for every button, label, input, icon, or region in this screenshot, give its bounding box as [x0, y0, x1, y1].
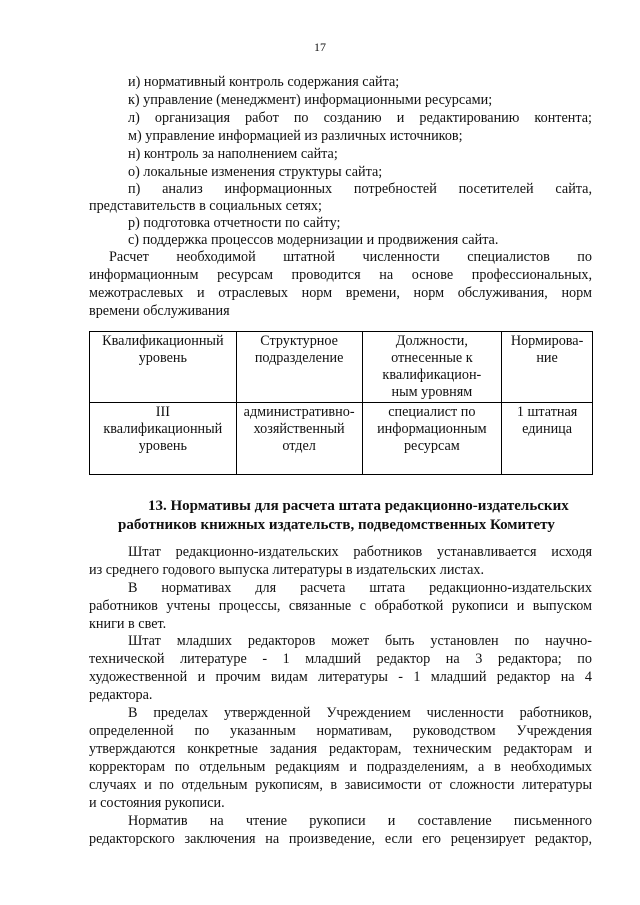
list-item: представительств в социальных сетях;: [89, 198, 322, 214]
list-item: м) управление информацией из различных источников;: [128, 128, 463, 144]
list-item: о) локальные изменения структуры сайта;: [128, 164, 383, 180]
paragraph-line: времени обслуживания: [89, 303, 230, 319]
paragraph-line: Норматив на чтение рукописи и составление письменного: [128, 813, 592, 829]
paragraph-line: и состояния рукописи.: [89, 795, 225, 811]
list-item: п) анализ информационных потребностей посетителей сайта,: [128, 181, 592, 197]
page-number: 17: [314, 40, 326, 54]
paragraph-line: определенной по указанным нормативам, руководством Учреждения: [89, 723, 592, 739]
paragraph-line: Штат редакционно-издательских работников устанавливается исходя: [128, 544, 592, 560]
paragraph-line: Штат младших редакторов может быть установлен по научно-: [128, 633, 592, 649]
list-item: л) организация работ по созданию и редактированию контента;: [128, 110, 592, 126]
list-item: и) нормативный контроль содержания сайта;: [128, 74, 400, 90]
paragraph-line: из среднего годового выпуска литературы в издательских листах.: [89, 562, 485, 578]
paragraph-line: редактора.: [89, 687, 153, 703]
table-cell: III квалификационный уровень: [90, 403, 237, 475]
paragraph-line: информационным ресурсам проводится на основе профессиональных,: [89, 267, 592, 283]
paragraph-line: работников учтены процессы, связанные с обработкой рукописи и выпуском: [89, 598, 592, 614]
paragraph-line: редакторского заключения на произведение, если его рецензирует редактор,: [89, 831, 592, 847]
table-cell: 1 штатная единица: [502, 403, 593, 475]
list-item: с) поддержка процессов модернизации и продвижения сайта.: [128, 232, 499, 248]
paragraph-line: художественной и прочим видам литературы - 1 младший редактор на 4: [89, 669, 592, 685]
list-item: н) контроль за наполнением сайта;: [128, 146, 338, 162]
table-header-cell: Должности, отнесенные к квалификацион- ным уровням: [362, 332, 502, 403]
paragraph-line: случаях и по отдельным рукописям, в зависимости от сложности литературы: [89, 777, 592, 793]
paragraph-line: технической литературе - 1 младший редактор на 3 редактора; по: [89, 651, 592, 667]
table-header-cell: Квалификационный уровень: [90, 332, 237, 403]
paragraph-line: В пределах утвержденной Учреждением численности работников,: [128, 705, 592, 721]
paragraph-line: Расчет необходимой штатной численности специалистов по: [109, 249, 592, 265]
table-cell: административно- хозяйственный отдел: [236, 403, 362, 475]
paragraph-line: В нормативах для расчета штата редакционно-издательских: [128, 580, 592, 596]
section-heading: 13. Нормативы для расчета штата редакционно-издательских: [148, 498, 569, 514]
section-heading: работников книжных издательств, подведомственных Комитету: [118, 517, 555, 533]
table-cell: специалист по информационным ресурсам: [362, 403, 502, 475]
paragraph-line: межотраслевых и отраслевых норм времени, норм обслуживания, норм: [89, 285, 592, 301]
list-item: р) подготовка отчетности по сайту;: [128, 215, 341, 231]
paragraph-line: книги в свет.: [89, 616, 167, 632]
table-header-row: [90, 332, 593, 403]
table-header-cell: Нормирова- ние: [502, 332, 593, 403]
paragraph-line: утверждаются конкретные задания редакторам, техническим редакторам и: [89, 741, 592, 757]
paragraph-line: корректорам по отдельным редакциям и подразделениям, а в необходимых: [89, 759, 592, 775]
table-row: [90, 403, 593, 475]
list-item: к) управление (менеджмент) информационными ресурсами;: [128, 92, 493, 108]
staffing-table: [89, 331, 593, 475]
table-header-cell: Структурное подразделение: [236, 332, 362, 403]
